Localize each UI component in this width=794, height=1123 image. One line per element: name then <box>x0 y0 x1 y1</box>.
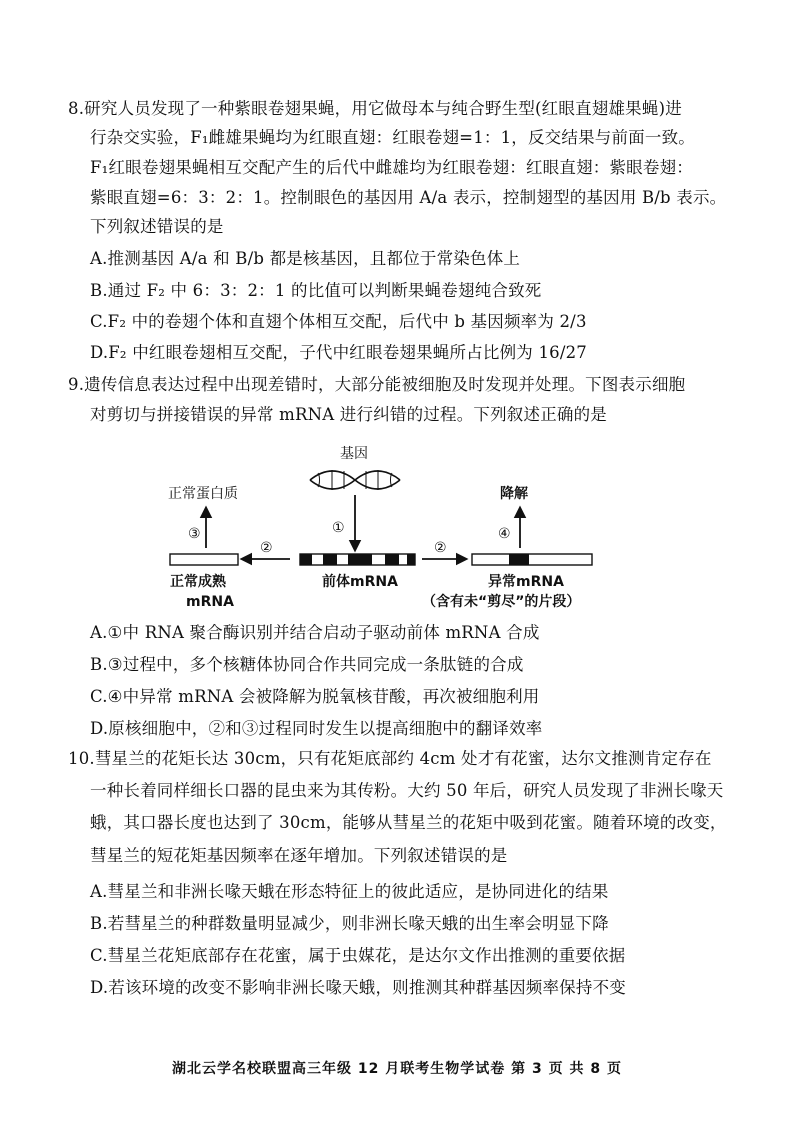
normal-mrna-label-line2: mRNA <box>186 594 234 610</box>
q10-option-b: B.若彗星兰的种群数量明显减少，则非洲长喙天蛾的出生率会明显下降 <box>90 914 609 933</box>
q8-stem-line5: 下列叙述错误的是 <box>90 217 224 236</box>
q8-stem-line4: 紫眼直翅=6：3：2：1。控制眼色的基因用 A/a 表示，控制翅型的基因用 B/b 表示。 <box>90 188 727 207</box>
normal-protein-label: 正常蛋白质 <box>168 486 238 502</box>
step4-label: ④ <box>498 526 511 542</box>
q8-stem-line2: 行杂交实验，F₁雌雄果蝇均为红眼直翅：红眼卷翅=1：1，反交结果与前面一致。 <box>90 128 695 147</box>
q10-option-c: C.彗星兰花矩底部存在花蜜，属于虫媒花，是达尔文作出推测的重要依据 <box>90 946 626 965</box>
q10-stem-line1: 10.彗星兰的花矩长达 30cm，只有花矩底部约 4cm 处才有花蜜，达尔文推测肯定存在 <box>68 749 712 768</box>
step3-label: ③ <box>188 526 201 542</box>
abnormal-mrna-note: （含有未“剪尽”的片段） <box>422 594 581 610</box>
step2-right-label: ② <box>434 540 447 556</box>
q8-option-b: B.通过 F₂ 中 6：3：2：1 的比值可以判断果蝇卷翅纯合致死 <box>90 281 542 300</box>
q10-stem-line3: 蛾，其口器长度也达到了 30cm，能够从彗星兰的花矩中吸到花蜜。随着环境的改变， <box>90 813 727 832</box>
step2-left-label: ② <box>260 540 273 556</box>
mrna-correction-diagram <box>160 440 620 615</box>
step1-label: ① <box>332 520 345 536</box>
q8-option-a: A.推测基因 A/a 和 B/b 都是核基因，且都位于常染色体上 <box>90 249 521 268</box>
abnormal-mrna-label: 异常mRNA <box>488 574 564 590</box>
q8-stem-line1: 8.研究人员发现了一种紫眼卷翅果蝇，用它做母本与纯合野生型(红眼直翅雄果蝇)进 <box>68 99 682 118</box>
q9-option-c: C.④中异常 mRNA 会被降解为脱氧核苷酸，再次被细胞利用 <box>90 687 540 706</box>
q8-option-c: C.F₂ 中的卷翅个体和直翅个体相互交配，后代中 b 基因频率为 2/3 <box>90 312 587 331</box>
q10-option-a: A.彗星兰和非洲长喙天蛾在形态特征上的彼此适应，是协同进化的结果 <box>90 882 609 901</box>
q8-option-d: D.F₂ 中红眼卷翅相互交配，子代中红眼卷翅果蝇所占比例为 16/27 <box>90 343 587 362</box>
q10-option-d: D.若该环境的改变不影响非洲长喙天蛾，则推测其种群基因频率保持不变 <box>90 978 626 997</box>
q9-option-a: A.①中 RNA 聚合酶识别并结合启动子驱动前体 mRNA 合成 <box>90 623 540 642</box>
gene-label: 基因 <box>340 446 368 462</box>
precursor-mrna-label: 前体mRNA <box>322 574 398 590</box>
precursor-mrna-bar <box>300 554 415 565</box>
q8-stem-line3: F₁红眼卷翅果蝇相互交配产生的后代中雌雄均为红眼卷翅：红眼直翅：紫眼卷翅： <box>90 158 693 177</box>
dna-double-helix-icon <box>310 470 400 490</box>
q9-option-b: B.③过程中，多个核糖体协同合作共同完成一条肽链的合成 <box>90 655 524 674</box>
q9-stem-line2: 对剪切与拼接错误的异常 mRNA 进行纠错的过程。下列叙述正确的是 <box>90 405 608 424</box>
q10-stem-line2: 一种长着同样细长口器的昆虫来为其传粉。大约 50 年后，研究人员发现了非洲长喙天 <box>90 781 724 800</box>
q9-stem-line1: 9.遗传信息表达过程中出现差错时，大部分能被细胞及时发现并处理。下图表示细胞 <box>68 375 686 394</box>
page-footer: 湖北云学名校联盟高三年级 12 月联考生物学试卷 第 3 页 共 8 页 <box>172 1061 622 1077</box>
degrade-label: 降解 <box>500 486 528 502</box>
abnormal-mrna-bar <box>472 554 592 565</box>
normal-mrna-label-line1: 正常成熟 <box>170 574 226 590</box>
q10-stem-line4: 彗星兰的短花矩基因频率在逐年增加。下列叙述错误的是 <box>90 846 508 865</box>
normal-mrna-bar <box>170 554 238 565</box>
q9-option-d: D.原核细胞中，②和③过程同时发生以提高细胞中的翻译效率 <box>90 719 543 738</box>
